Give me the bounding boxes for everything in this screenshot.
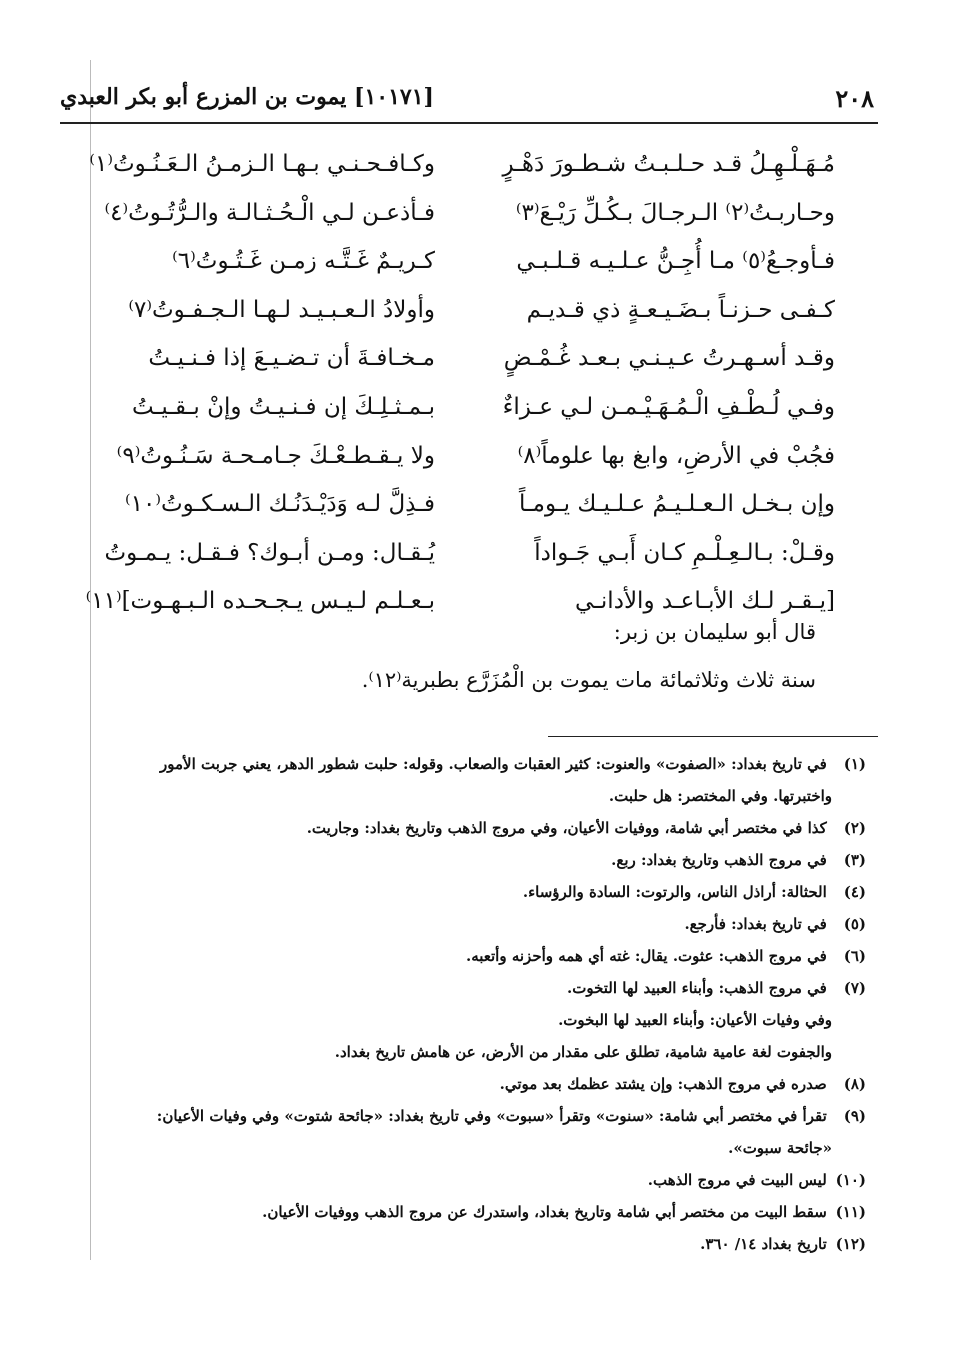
verse	[95, 432, 835, 481]
footnote	[70, 1068, 866, 1100]
page-number: ٢٠٨	[835, 84, 874, 113]
footnote-text: تاريخ بغداد ١٤/ ٣٦٠.	[700, 1235, 827, 1253]
footnote-text: في مروج الذهب: عثوت. يقال: غته أي همه وأحزنه وأتعبه.	[465, 947, 827, 965]
footnote-text: في مروج الذهب وتاريخ بغداد: ربع.	[611, 851, 827, 869]
footnotes	[70, 748, 866, 1260]
footnote-number: (١٢)	[835, 1235, 866, 1253]
verse-first-hemistich: [يـقـر لـك الأبـاعـد والأدانـي	[575, 588, 835, 615]
verse-first-hemistich: كـفـى حـزنـاً بـضَـيـعـةٍ ذي قـديـم	[526, 296, 835, 323]
verse-first-hemistich: وإن بـخـل الـعـلـيـمُ عـلـيـك يـومـاً	[518, 491, 835, 518]
footnote	[70, 1196, 866, 1228]
verse-second-hemistich: وأولادُ الـعـبـيـد لـهـا الـجـفـوتُ⁽٧⁾	[128, 296, 435, 323]
footnote-text: في مروج الذهب: وأبناء العبيد لها التخوت.	[567, 979, 827, 997]
verse-first-hemistich: وقـد أسـهـرتُ عـيـنـي بـعـد غُـمْـضٍ	[503, 345, 835, 372]
footnote-number: (٣)	[843, 851, 866, 869]
footnote-number: (٧)	[843, 979, 866, 997]
verse	[85, 577, 835, 626]
verse-first-hemistich: مُـهَـلْـهِـلُ قـد حـلـبـتُ شـطـورَ دَهْـرٍ	[502, 151, 835, 177]
verse-first-hemistich: فجُبْ في الأرضِ، وابغ بها علوماً⁽٨⁾	[517, 442, 835, 469]
footnote-text: تقرأ في مختصر أبي شامة: «سنوت» وتقرأ «سبوت» وفي تاريخ بغداد: «جائحة شتوت» وفي وفيات الأعيان:	[156, 1107, 827, 1125]
verse-second-hemistich: فـأذعـن لـي الْـحُـثـالـة والـرُّتُـوتُ⁽٤⁾	[104, 199, 435, 226]
footnote-number: (٥)	[843, 915, 866, 933]
footnote-separator	[548, 736, 878, 737]
footnote	[70, 876, 866, 908]
verse-first-hemistich: وفـي لُـطْـفِ الْـمُـهَـيْـمـن لـي عـزاءٌ	[502, 393, 835, 420]
footnote-number: (٨)	[843, 1075, 866, 1093]
page-header	[60, 80, 878, 120]
footnote-text: في تاريخ بغداد: فأرجع.	[684, 915, 827, 933]
verse	[95, 529, 835, 578]
footnote-number: (١٠)	[835, 1171, 866, 1189]
footnote-number: (١١)	[835, 1203, 866, 1221]
verse-second-hemistich: ولا يـقـطـعْـكَ جـامـحـة سَـنُـوتُ⁽٩⁾	[116, 442, 435, 469]
prose-line: سنة ثلاث وثلاثمائة مات يموت بن الْمُزَرَّع بطبرية⁽١٢⁾.	[361, 668, 816, 692]
footnote	[70, 940, 866, 972]
verse	[95, 286, 835, 335]
footnote-text: صدره في مروج الذهب: وإن يشتد عظمك بعد موتي.	[499, 1075, 827, 1093]
footnote-number: (١)	[843, 755, 866, 773]
footnote-number: (٩)	[843, 1107, 866, 1125]
footnote	[70, 1100, 866, 1132]
footnote	[70, 748, 866, 780]
footnote-number: (٤)	[843, 883, 866, 901]
verse-second-hemistich: مـخـافـةَ أن تـضـيـعَ إذا فـنـيـتُ	[148, 345, 435, 372]
verse-second-hemistich: كـريـمٌ غَـتَّـه زمـن غَـتُـوتُ⁽٦⁾	[172, 248, 435, 275]
footnote-continuation: والجفوت لغة عامية شامية، تطلق على مقدار من الأرض، عن هامش تاريخ بغداد.	[334, 1043, 832, 1061]
footnote-continuation: واختبرتها. وفي المختصر: هل حلبت.	[608, 787, 832, 805]
verse	[89, 140, 835, 189]
verse-first-hemistich: وقـلْ: بـالـعِـلْـمِ كـان أَبـي جَـواداً	[534, 539, 835, 566]
verse	[95, 334, 835, 383]
poem	[85, 140, 835, 626]
verse-second-hemistich: فـذِلَّ لـه وَدَيْـدَنُـك الـسـكـوتُ⁽١٠⁾	[124, 491, 435, 518]
footnote-text: كذا في مختصر أبي شامة، ووفيات الأعيان، وفي مروج الذهب وتاريخ بغداد: وجاريت.	[306, 819, 827, 837]
verse	[95, 189, 835, 238]
running-title: [١٠١٧١] يموت بن المزرع أبو بكر العبدي	[60, 84, 434, 110]
verse	[95, 383, 835, 432]
footnote	[70, 1164, 866, 1196]
footnote-number: (٢)	[843, 819, 866, 837]
verse-second-hemistich: بـمـثـلِـكَ إن فـنـيـتُ وإنْ بـقـيـتُ	[132, 393, 435, 420]
verse-second-hemistich: بـعـلـم لـيـس يـجـحـده الـبـهـوت]⁽١١⁾	[85, 588, 435, 615]
verse-first-hemistich: فـأوجـعُ⁽٥⁾ مـا أُجِـنُّ عـلـيـه قـلـبـي	[516, 248, 835, 275]
verse	[95, 480, 835, 529]
footnote	[70, 844, 866, 876]
footnote-text: في تاريخ بغداد: «الصفوت» والعنوت: كثير العقبات والصعاب. وقوله: حلبت شطور الدهر، يعني جربت الأمور	[160, 755, 827, 773]
footnote-continuation: «جائحة سبوت».	[728, 1139, 832, 1157]
footnote	[70, 908, 866, 940]
footnote-number: (٦)	[843, 947, 866, 965]
footnote	[70, 812, 866, 844]
footnote-continuation: وفي وفيات الأعيان: وأبناء العبيد لها البخوت.	[558, 1011, 832, 1029]
prose-line: قال أبو سليمان بن زبر:	[613, 620, 816, 644]
footnote	[70, 1228, 866, 1260]
footnote-text: الحثالة: أراذل الناس، والرتوت: السادة والرؤساء.	[522, 883, 827, 901]
footnote-text: ليس البيت في مروج الذهب.	[647, 1171, 827, 1189]
header-rule	[60, 122, 878, 124]
verse-second-hemistich: يُـقـال: ومـن أبـوك؟ فـقـل: يـمـوتُ	[104, 539, 435, 566]
verse	[95, 237, 835, 286]
footnote-text: سقط البيت من مختصر أبي شامة وتاريخ بغداد، واستدرك عن مروج الذهب ووفيات الأعيان.	[262, 1203, 827, 1221]
verse-second-hemistich: وكـافـحـنـي بـهـا الـزمـنُ الـعَـنُـوتُ⁽١⁾	[89, 151, 435, 177]
footnote	[70, 972, 866, 1004]
verse-first-hemistich: وحـاربـتُ⁽٢⁾ الـرجـالَ بـكُـلِّ رَيْـعَ⁽٣⁾	[515, 199, 835, 226]
